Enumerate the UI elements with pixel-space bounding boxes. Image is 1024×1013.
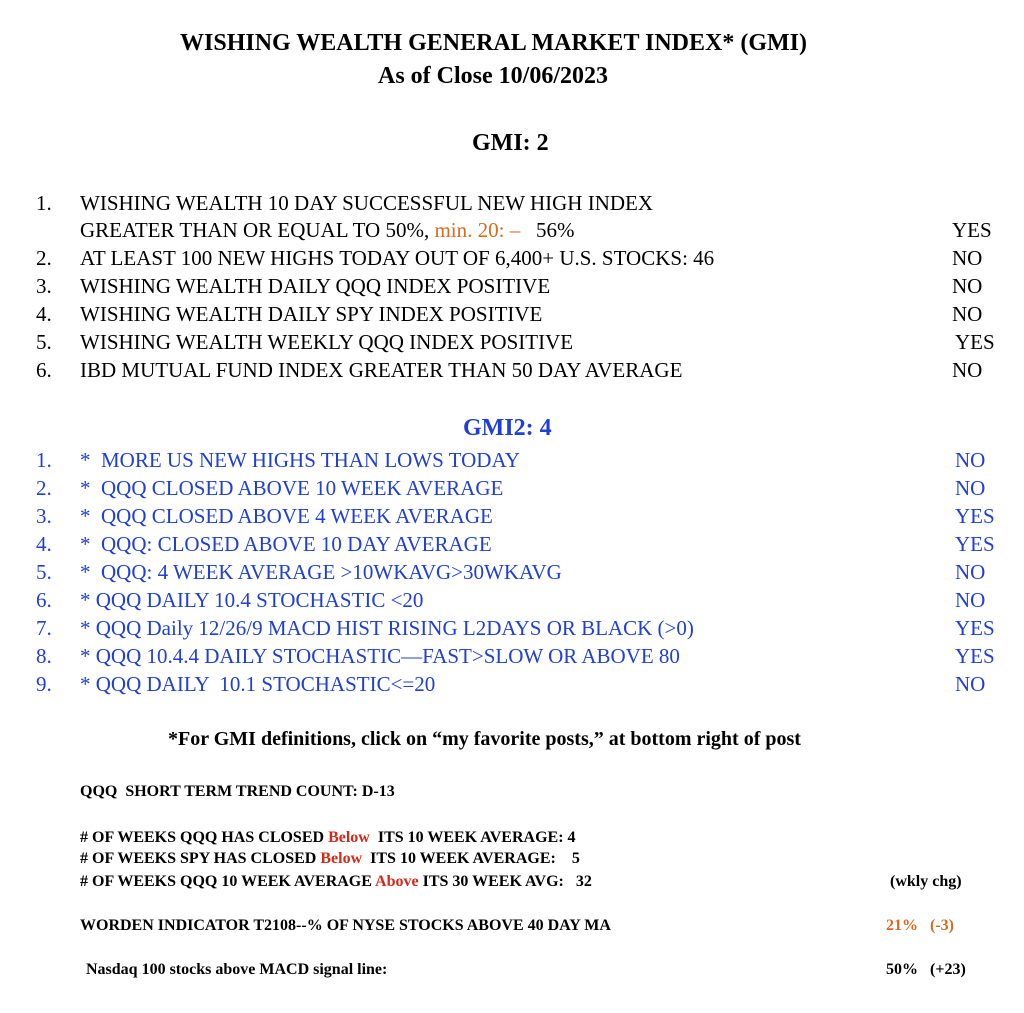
gmi2-rule-number: 5. xyxy=(36,560,52,584)
gmi-rule-text: IBD MUTUAL FUND INDEX GREATER THAN 50 DAY AVERAGE xyxy=(80,358,683,382)
gmi2-rule-answer: YES xyxy=(955,504,995,528)
gmi2-rule-number: 7. xyxy=(36,616,52,640)
gmi2-rule-text: * QQQ DAILY 10.4 STOCHASTIC <20 xyxy=(80,588,424,612)
gmi2-rule-number: 6. xyxy=(36,588,52,612)
gmi-rule-answer: YES xyxy=(955,330,995,354)
gmi2-rule-answer: NO xyxy=(955,672,986,696)
gmi2-rule-number: 8. xyxy=(36,644,52,668)
page-title: WISHING WEALTH GENERAL MARKET INDEX* (GMI) xyxy=(180,30,807,56)
gmi-rule-text: WISHING WEALTH WEEKLY QQQ INDEX POSITIVE xyxy=(80,330,574,354)
gmi-rule-number: 6. xyxy=(36,358,52,382)
gmi2-rule-number: 2. xyxy=(36,476,52,500)
below-word: Below xyxy=(328,829,370,846)
weeks-qqq-below xyxy=(80,829,576,847)
gmi-rule-answer: NO xyxy=(952,246,983,270)
trend-count: QQQ SHORT TERM TREND COUNT: D-13 xyxy=(80,783,395,800)
gmi-rule-text: AT LEAST 100 NEW HIGHS TODAY OUT OF 6,400+ U.S. STOCKS: 46 xyxy=(80,246,715,270)
gmi2-rule-text: * QQQ CLOSED ABOVE 4 WEEK AVERAGE xyxy=(80,504,493,528)
gmi-rule-answer: NO xyxy=(952,302,983,326)
gmi-rule-answer: YES xyxy=(952,218,992,242)
gmi2-rule-answer: NO xyxy=(955,560,986,584)
worden-label: WORDEN INDICATOR T2108--% OF NYSE STOCKS ABOVE 40 DAY MA xyxy=(80,917,611,934)
gmi2-rule-number: 9. xyxy=(36,672,52,696)
worden-value: 21% (-3) xyxy=(886,917,954,934)
stat-text: # OF WEEKS QQQ 10 WEEK AVERAGE xyxy=(80,873,376,890)
gmi-rule-answer: NO xyxy=(952,358,983,382)
gmi2-rule-text: * QQQ CLOSED ABOVE 10 WEEK AVERAGE xyxy=(80,476,504,500)
gmi2-rule-answer: YES xyxy=(955,532,995,556)
gmi2-rule-text: * MORE US NEW HIGHS THAN LOWS TODAY xyxy=(80,448,520,472)
rule-text-part: GREATER THAN OR EQUAL TO 50%, xyxy=(80,218,435,242)
gmi2-rule-answer: YES xyxy=(955,616,995,640)
gmi-rule-number: 4. xyxy=(36,302,52,326)
gmi2-rule-answer: YES xyxy=(955,644,995,668)
above-word: Above xyxy=(375,873,419,890)
nasdaq-value: 50% (+23) xyxy=(886,961,966,978)
gmi-rule-text-line2 xyxy=(80,220,574,241)
gmi-rule-text: WISHING WEALTH 10 DAY SUCCESSFUL NEW HIGH INDEX xyxy=(80,191,654,215)
stat-text: ITS 10 WEEK AVERAGE: 4 xyxy=(369,829,576,846)
below-word: Below xyxy=(320,850,363,867)
gmi2-rule-answer: NO xyxy=(955,588,986,612)
gmi2-rule-answer: NO xyxy=(955,448,986,472)
gmi-rule-answer: NO xyxy=(952,274,983,298)
gmi2-rule-number: 1. xyxy=(36,448,52,472)
gmi2-rule-answer: NO xyxy=(955,476,986,500)
date-line: As of Close 10/06/2023 xyxy=(378,63,608,89)
gmi2-rule-text: * QQQ: CLOSED ABOVE 10 DAY AVERAGE xyxy=(80,532,492,556)
gmi2-rule-number: 3. xyxy=(36,504,52,528)
gmi-score: GMI: 2 xyxy=(472,130,549,156)
gmi-rule-text: WISHING WEALTH DAILY QQQ INDEX POSITIVE xyxy=(80,274,551,298)
gmi-rule-number: 2. xyxy=(36,246,52,270)
stat-text: ITS 10 WEEK AVERAGE: 5 xyxy=(362,850,580,867)
rule-value: 56% xyxy=(520,218,575,242)
stat-text: # OF WEEKS QQQ HAS CLOSED xyxy=(80,829,329,846)
gmi-rule-number: 3. xyxy=(36,274,52,298)
weeks-qqq-above xyxy=(80,873,592,891)
rule-min-highlight: min. 20: – xyxy=(434,218,521,242)
gmi2-rule-text: * QQQ: 4 WEEK AVERAGE >10WKAVG>30WKAVG xyxy=(80,560,562,584)
gmi-rule-number: 5. xyxy=(36,330,52,354)
nasdaq-label: Nasdaq 100 stocks above MACD signal line: xyxy=(86,961,388,978)
definitions-note: *For GMI definitions, click on “my favorite posts,” at bottom right of post xyxy=(168,728,801,750)
gmi2-rule-number: 4. xyxy=(36,532,52,556)
gmi2-rule-text: * QQQ 10.4.4 DAILY STOCHASTIC—FAST>SLOW OR ABOVE 80 xyxy=(80,644,680,668)
gmi-rule-number: 1. xyxy=(36,191,52,215)
gmi2-rule-text: * QQQ DAILY 10.1 STOCHASTIC<=20 xyxy=(80,672,436,696)
weeks-spy-below xyxy=(80,850,580,868)
gmi2-rule-text: * QQQ Daily 12/26/9 MACD HIST RISING L2DAYS OR BLACK (>0) xyxy=(80,616,694,640)
wkly-chg-label: (wkly chg) xyxy=(890,873,962,890)
stat-text: # OF WEEKS SPY HAS CLOSED xyxy=(80,850,321,867)
stat-text: ITS 30 WEEK AVG: 32 xyxy=(418,873,592,890)
gmi-rule-text: WISHING WEALTH DAILY SPY INDEX POSITIVE xyxy=(80,302,543,326)
gmi2-title: GMI2: 4 xyxy=(463,415,552,441)
